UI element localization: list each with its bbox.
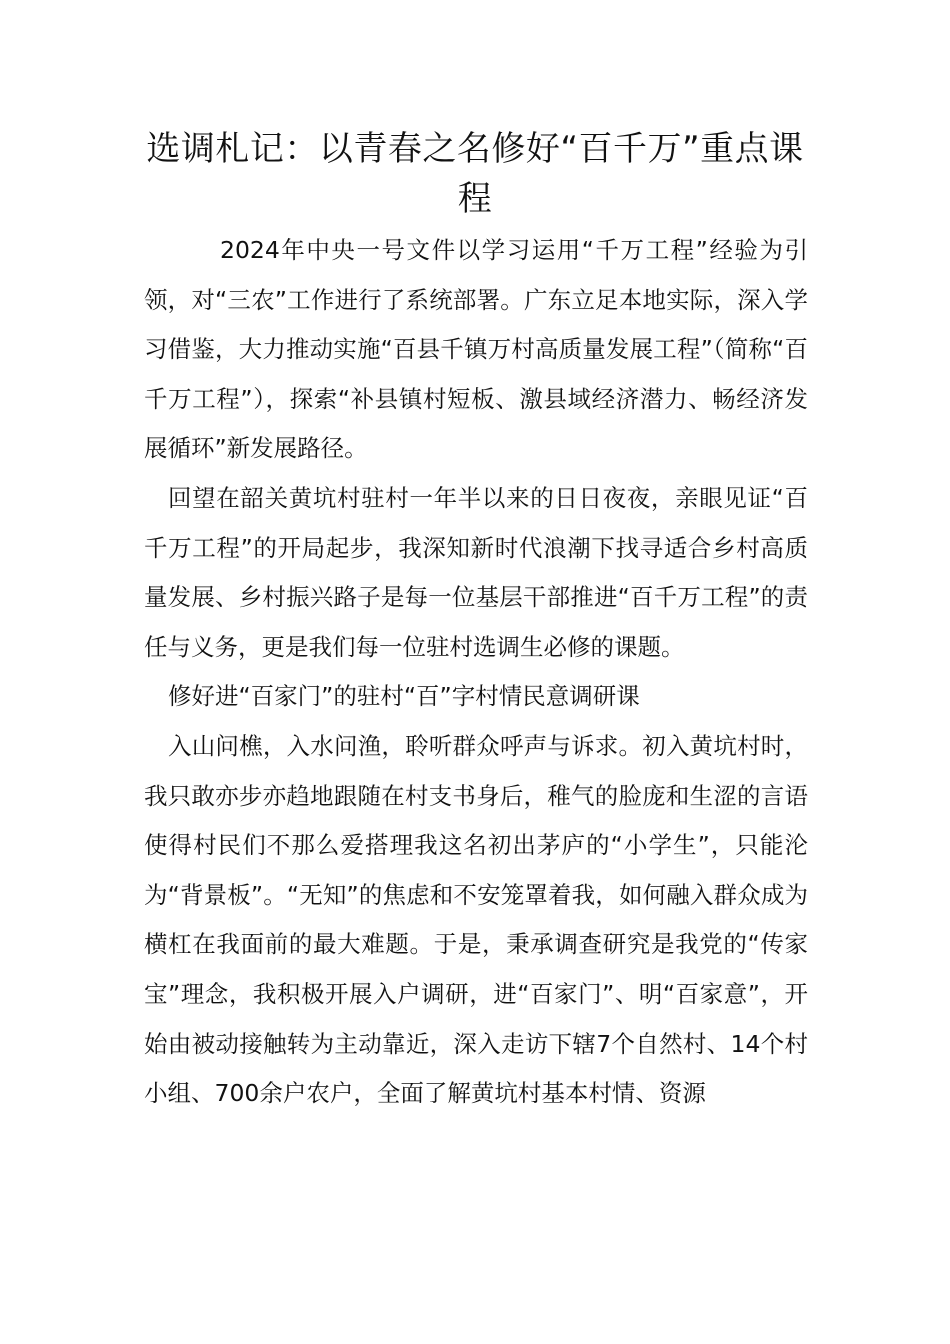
document-body: [144, 226, 808, 1119]
paragraph-3: 入山问樵，入水问渔，聆听群众呼声与诉求。初入黄坑村时，我只敢亦步亦趋地跟随在村支书身后，稚气的脸庞和生涩的言语使得村民们不那么爱搭理我这名初出茅庐的“小学生”，只能沦为“背景板”。“无知”的焦虑和不安笼罩着我，如何融入群众成为横杠在我面前的最大难题。于是，秉承调查研究是我党的“传家宝”理念，我积极开展入户调研，进“百家门”、明“百家意”，开始由被动接触转为主动靠近，深入走访下辖7个自然村、14个村小组、700余户农户，全面了解黄坑村基本村情、资源: [144, 731, 808, 1108]
paragraph-1: 2024年中央一号文件以学习运用“千万工程”经验为引领，对“三农”工作进行了系统部署。广东立足本地实际，深入学习借鉴，大力推动实施“百县千镇万村高质量发展工程”（简称“百千万工程”），探索“补县镇村短板、激县域经济潜力、畅经济发展循环”新发展路径。: [144, 236, 808, 463]
document-title: 选调札记：以青春之名修好“百千万”重点课程: [146, 129, 804, 219]
section-heading: 修好进“百家门”的驻村“百”字村情民意调研课: [168, 682, 640, 711]
paragraph-2: 回望在韶关黄坑村驻村一年半以来的日日夜夜，亲眼见证“百千万工程”的开局起步，我深知新时代浪潮下找寻适合乡村高质量发展、乡村振兴路子是每一位基层干部推进“百千万工程”的责任与义务，更是我们每一位驻村选调生必修的课题。: [144, 483, 808, 661]
